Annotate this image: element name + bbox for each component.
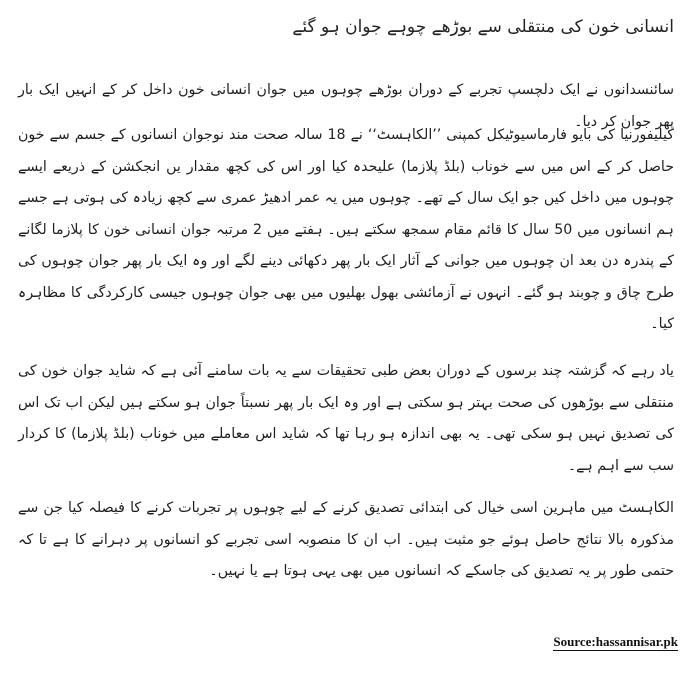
article-paragraph-1: سائنسدانوں نے ایک دلچسپ تجربے کے دوران بوڑھے چوہوں میں جوان انسانی خون داخل کر کے انہیں ایک بار پھر جوان کر دیا۔ — [18, 82, 674, 130]
source-credit: Source:hassannisar.pk — [553, 634, 678, 649]
article-paragraph-3: یاد رہے کہ گزشتہ چند برسوں کے دوران بعض طبی تحقیقات سے یہ بات سامنے آئی ہے کہ شاید جوان خون کی منتقلی سے بوڑھوں کی صحت بہتر ہو سکتی ہے اور وہ ایک بار پھر نسبتاً جوان ہو سکتے ہیں لیکن اب تک اس کی تصدیق نہیں ہو سکی تھی۔ یہ بھی اندازہ ہو رہا تھا کہ شاید اس معاملے میں خوناب (بلڈ پلازما) کا کردار سب سے اہم ہے۔ — [18, 363, 674, 474]
article-title: انسانی خون کی منتقلی سے بوڑھے چوہے جوان ہو گئے — [292, 17, 674, 37]
article-paragraph-4: الکاہسٹ میں ماہرین اسی خیال کی ابتدائی تصدیق کرنے کے لیے چوہوں پر تجربات کرنے کا فیصلہ کیا جن سے مذکورہ بالا نتائج حاصل ہوئے جو مثبت ہیں۔ اب ان کا منصوبہ اسی تجربے کو انسانوں پر دہرانے کا ہے تا کہ حتمی طور پر یہ تصدیق کی جاسکے کہ انسانوں میں بھی یہی ہوتا ہے یا نہیں۔ — [18, 500, 674, 579]
article-paragraph-2: کیلیفورنیا کی بایو فارماسیوٹیکل کمپنی ’’الکاہسٹ‘‘ نے 18 سالہ صحت مند نوجوان انسانوں کے جسم سے خون حاصل کر کے اس میں سے خوناب (بلڈ پلازما) علیحدہ کیا اور اس کی کچھ مقدار یں انجکشن کے ذریعے ایسے چوہوں میں داخل کیں جو ایک سال کے تھے۔ چوہوں میں یہ عمر ادھیڑ عمری سے کچھ زیادہ کی ہوتی ہے جسے ہم انسانوں میں 50 سال کا قائم مقام سمجھ سکتے ہیں۔ ہفتے میں 2 مرتبہ جوان انسانی خون کا پلازما لگانے کے پندرہ دن بعد ان چوہوں میں جوانی کے آثار ایک بار پھر دکھائی دینے لگے اور وہ ایک بار پھر جوان چوہوں کی طرح چاق و چوبند ہو گئے۔ انہوں نے آزمائشی بھول بھلیوں میں بھی جوان چوہوں جیسی کارکردگی کا مظاہرہ کیا۔ — [18, 127, 674, 332]
